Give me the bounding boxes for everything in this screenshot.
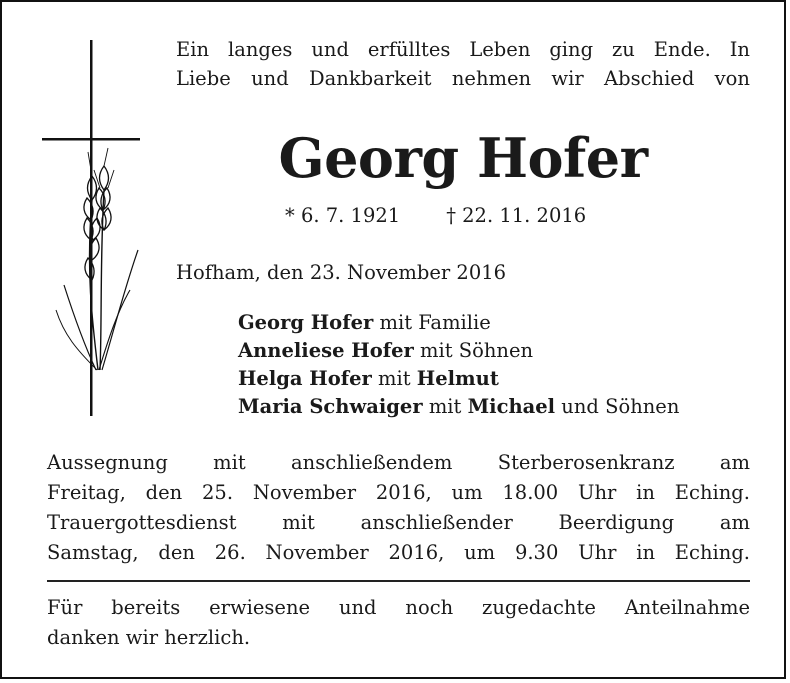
place-date: Hofham, den 23. November 2016	[176, 261, 507, 284]
mourner-row	[238, 393, 758, 421]
mourner-name: Helga Hofer	[238, 367, 372, 390]
mourner-suffix: und Söhnen	[561, 395, 680, 418]
thanks-line: danken wir herzlich.	[47, 626, 251, 649]
intro-text	[176, 35, 750, 93]
mourner-row	[238, 365, 758, 393]
intro-line: Ein langes und erfülltes Leben ging zu Ende. In	[176, 38, 750, 61]
mourner-row	[238, 337, 758, 365]
mourner-name: Anneliese Hofer	[238, 339, 414, 362]
mourner-suffix: mit Familie	[379, 311, 491, 334]
mourner-row	[238, 309, 758, 337]
life-dates	[285, 201, 586, 231]
mourner-partner: Helmut	[416, 367, 499, 390]
mourner-connector: mit	[378, 367, 411, 390]
mourner-suffix: mit Söhnen	[420, 339, 534, 362]
mourners-list	[238, 309, 758, 421]
funeral-line: Aussegnung mit anschließendem Sterberosenkranz am	[47, 451, 750, 474]
mourner-name: Georg Hofer	[238, 311, 374, 334]
thanks-line: Für bereits erwiesene und noch zugedachte Anteilnahme	[47, 596, 750, 619]
divider	[47, 580, 750, 582]
death-date: † 22. 11. 2016	[446, 204, 587, 227]
cross-with-wheat-icon	[42, 40, 142, 420]
funeral-line: Trauergottesdienst mit anschließender Beerdigung am	[47, 511, 750, 534]
birth-date: * 6. 7. 1921	[285, 204, 401, 227]
intro-line: Liebe und Dankbarkeit nehmen wir Abschied von	[176, 67, 750, 90]
funeral-details	[47, 448, 750, 568]
funeral-line: Freitag, den 25. November 2016, um 18.00 Uhr in Eching.	[47, 481, 750, 504]
thanks-text	[47, 593, 750, 653]
mourner-name: Maria Schwaiger	[238, 395, 423, 418]
funeral-line: Samstag, den 26. November 2016, um 9.30 Uhr in Eching.	[47, 541, 750, 564]
mourner-connector: mit	[428, 395, 462, 418]
deceased-name: Georg Hofer	[278, 126, 648, 190]
mourner-partner: Michael	[467, 395, 556, 418]
